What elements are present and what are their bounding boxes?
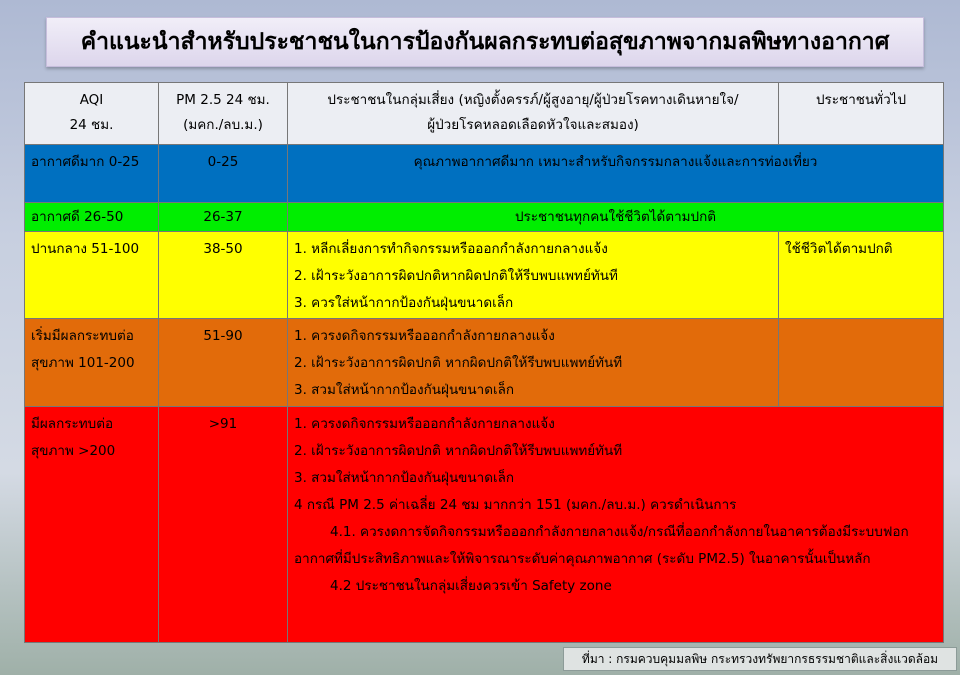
source-caption: ที่มา : กรมควบคุมมลพิษ กระทรวงทรัพยากรธรรมชาติและสิ่งแวดล้อม [563, 647, 957, 671]
row-very-good-pm: 0-25 [159, 145, 288, 203]
row-unhealthy-sensitive-general-advice [779, 319, 944, 407]
row-unhealthy-sensitive-aqi: เริ่มมีผลกระทบต่อ สุขภาพ 101-200 [24, 319, 159, 407]
row-good-aqi: อากาศดี 26-50 [24, 203, 159, 232]
row-unhealthy-aqi: มีผลกระทบต่อ สุขภาพ >200 [24, 407, 159, 643]
row-unhealthy-advice: 1. ควรงดกิจกรรมหรือออกกำลังกายกลางแจ้ง 2. เฝ้าระวังอาการผิดปกติ หากผิดปกติให้รีบพบแพทย์ทันที 3. สวมใส่หน้ากากป้องกันฝุ่นขนาดเล็ก 4 กรณี PM 2.5 ค่าเฉลี่ย 24 ชม มากกว่า 151 (มคก./ลบ.ม.) ควรดำเนินการ 4.1. ควรงดการจัดกิจกรรมหรือออกกำลังกายกลางแจ้ง/กรณีที่ออกกำลังกายในอาคารต้องมีระบบฟอกอากาศที่มีประสิทธิภาพและให้พิจารณาระดับค่าคุณภาพอากาศ (ระดับ PM2.5) ในอาคารนั้นเป็นหลัก 4.2 ประชาชนในกลุ่มเสี่ยงควรเข้า Safety zone [288, 407, 944, 643]
row-moderate-risk-advice: 1. หลีกเลี่ยงการทำกิจกรรมหรือออกกำลังกายกลางแจ้ง 2. เฝ้าระวังอาการผิดปกติหากผิดปกติให้รีบพบแพทย์ทันที 3. ควรใส่หน้ากากป้องกันฝุ่นขนาดเล็ก [288, 232, 779, 319]
row-unhealthy-sensitive-pm: 51-90 [159, 319, 288, 407]
row-very-good-aqi: อากาศดีมาก 0-25 [24, 145, 159, 203]
row-moderate-pm: 38-50 [159, 232, 288, 319]
page-title: คำแนะนำสำหรับประชาชนในการป้องกันผลกระทบต่อสุขภาพจากมลพิษทางอากาศ [80, 29, 890, 55]
title-banner [46, 17, 924, 67]
row-moderate-general-advice: ใช้ชีวิตได้ตามปกติ [779, 232, 944, 319]
header-pm: PM 2.5 24 ชม. (มคก./ลบ.ม.) [159, 82, 288, 145]
row-unhealthy-pm: >91 [159, 407, 288, 643]
row-moderate-aqi: ปานกลาง 51-100 [24, 232, 159, 319]
header-risk-group: ประชาชนในกลุ่มเสี่ยง (หญิงตั้งครรภ์/ผู้สูงอายุ/ผู้ป่วยโรคทางเดินหายใจ/ ผู้ป่วยโรคหลอดเลือดหัวใจและสมอง) [288, 82, 779, 145]
header-general-public: ประชาชนทั่วไป [779, 82, 944, 145]
row-good-advice: ประชาชนทุกคนใช้ชีวิตได้ตามปกติ [288, 203, 944, 232]
header-aqi: AQI 24 ชม. [24, 82, 159, 145]
advice-table [24, 82, 944, 643]
row-unhealthy-sensitive-risk-advice: 1. ควรงดกิจกรรมหรือออกกำลังกายกลางแจ้ง 2. เฝ้าระวังอาการผิดปกติ หากผิดปกติให้รีบพบแพทย์ทันที 3. สวมใส่หน้ากากป้องกันฝุ่นขนาดเล็ก [288, 319, 779, 407]
row-good-pm: 26-37 [159, 203, 288, 232]
row-very-good-advice: คุณภาพอากาศดีมาก เหมาะสำหรับกิจกรรมกลางแจ้งและการท่องเที่ยว [288, 145, 944, 203]
